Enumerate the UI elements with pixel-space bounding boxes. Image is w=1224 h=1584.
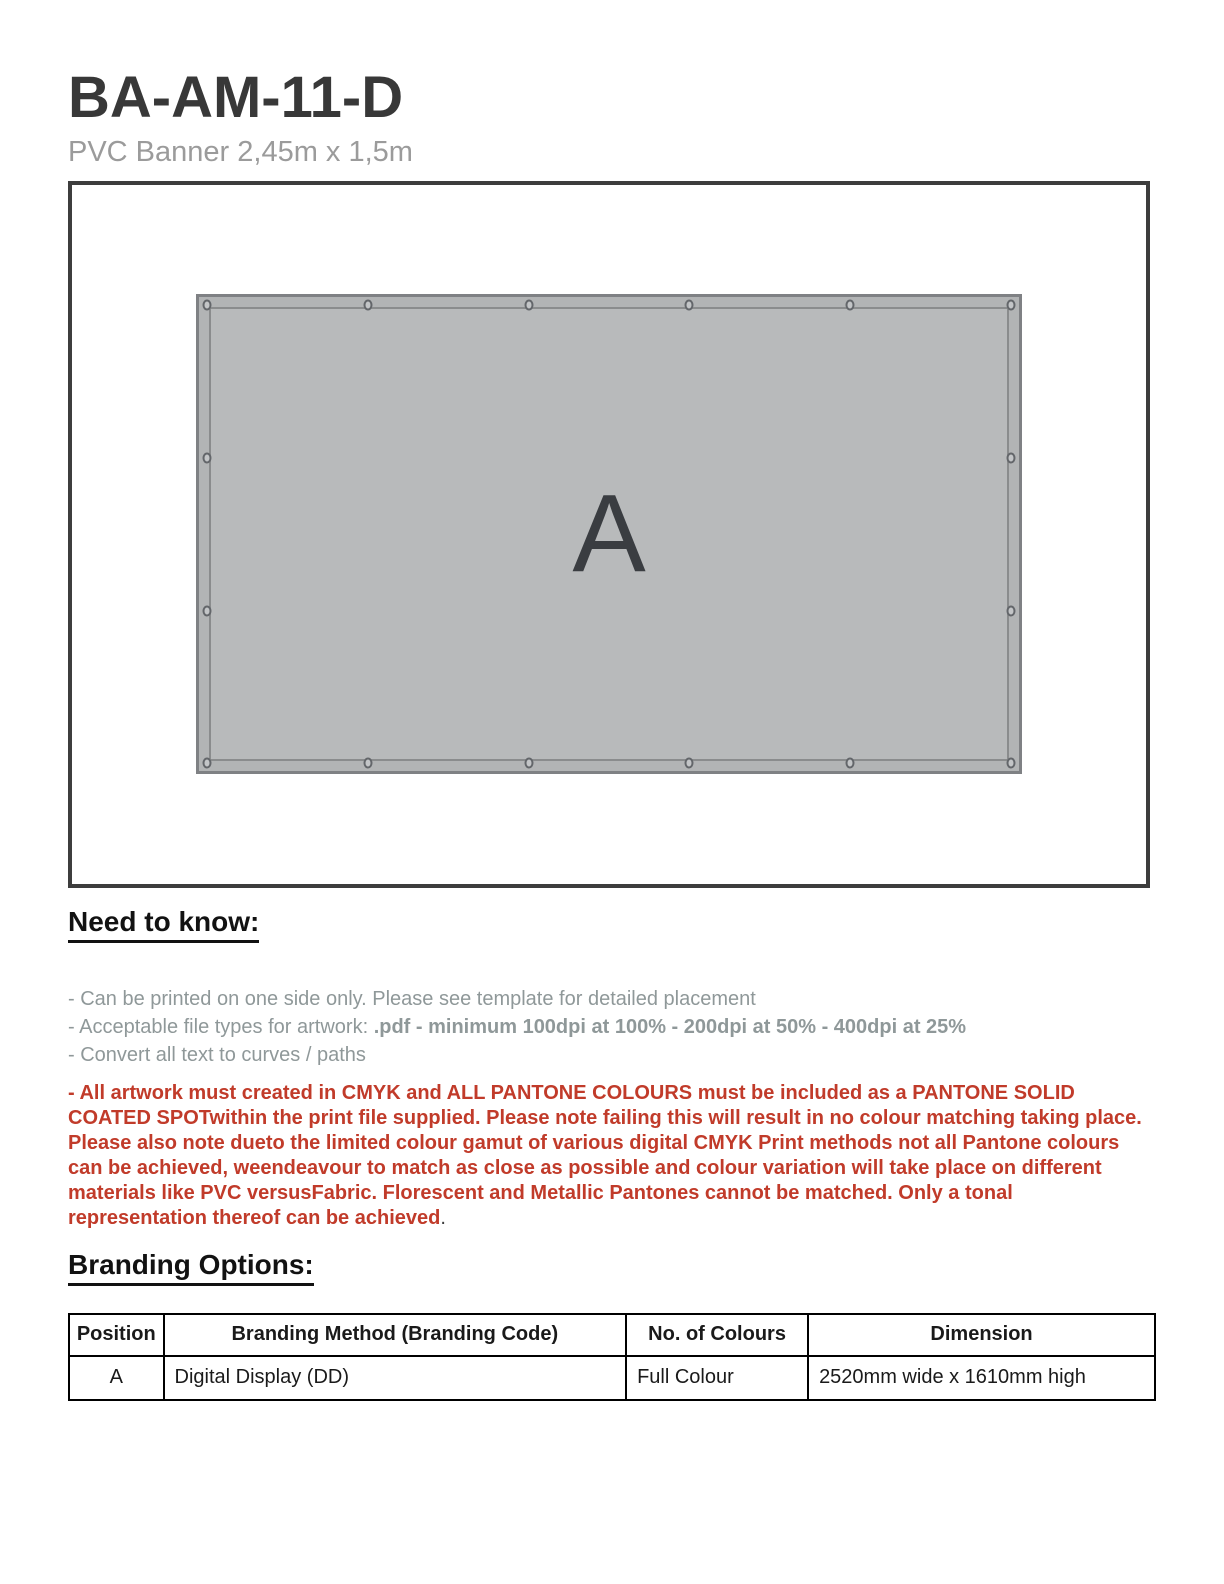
page-content (68, 0, 1150, 1401)
header-no-of-colours: No. of Colours (626, 1314, 808, 1356)
grommet-icon (203, 453, 212, 464)
page-subtitle: PVC Banner 2,45m x 1,5m (68, 135, 413, 168)
note-file-types-specs: .pdf - minimum 100dpi at 100% - 200dpi at 50% - 400dpi at 25% (373, 1015, 967, 1038)
grommet-icon (363, 758, 372, 769)
branding-options-heading: Branding Options: (68, 1249, 1150, 1286)
branding-options-table (68, 1313, 1156, 1401)
header-position: Position (69, 1314, 164, 1356)
grommet-icon (363, 300, 372, 311)
header-dimension: Dimension (808, 1314, 1155, 1356)
note-line-file-types (68, 1013, 1150, 1041)
banner-print-area (209, 307, 1009, 761)
grommet-icon (1007, 453, 1016, 464)
pantone-warning-body: - All artwork must created in CMYK and ALL PANTONE COLOURS must be included as a PANTONE SOLID COATED SPOTwithin the print file supplied. Please note failing this will result in no colour matching taking place. Please also note dueto the limited colour gamut of various digital CMYK Print methods not all Pantone colours can be achieved, weendeavour to match as close as possible and colour variation will take place on different materials like PVC versusFabric. Florescent and Metallic Pantones cannot be matched. Only a tonal representation thereof can be achieved (68, 1081, 1142, 1229)
grommet-icon (846, 758, 855, 769)
cell-dimension: 2520mm wide x 1610mm high (808, 1356, 1155, 1400)
grommet-icon (1007, 300, 1016, 311)
grommet-icon (203, 300, 212, 311)
note-file-types-prefix: - Acceptable file types for artwork: (68, 1015, 374, 1038)
need-to-know-heading: Need to know: (68, 906, 1150, 943)
grommet-icon (203, 758, 212, 769)
banner-diagram-frame (68, 181, 1150, 888)
cell-position: A (69, 1356, 164, 1400)
position-a-label: A (572, 472, 646, 596)
note-line-print-side: - Can be printed on one side only. Please see template for detailed placement (68, 987, 756, 1010)
pantone-warning-text (68, 1081, 1150, 1231)
page-title: BA-AM-11-D (68, 65, 404, 130)
grommet-icon (203, 605, 212, 616)
pantone-warning-period: . (440, 1206, 446, 1229)
header-branding-method: Branding Method (Branding Code) (164, 1314, 627, 1356)
grommet-icon (1007, 605, 1016, 616)
grommet-icon (846, 300, 855, 311)
grommet-icon (524, 758, 533, 769)
cell-no-of-colours: Full Colour (626, 1356, 808, 1400)
grommet-icon (685, 300, 694, 311)
note-line-curves: - Convert all text to curves / paths (68, 1043, 366, 1066)
notes-list (68, 985, 1150, 1069)
table-header-row (69, 1314, 1155, 1356)
table-row (69, 1356, 1155, 1400)
banner-graphic (196, 294, 1022, 774)
grommet-icon (1007, 758, 1016, 769)
cell-branding-method: Digital Display (DD) (164, 1356, 627, 1400)
grommet-icon (685, 758, 694, 769)
grommet-icon (524, 300, 533, 311)
